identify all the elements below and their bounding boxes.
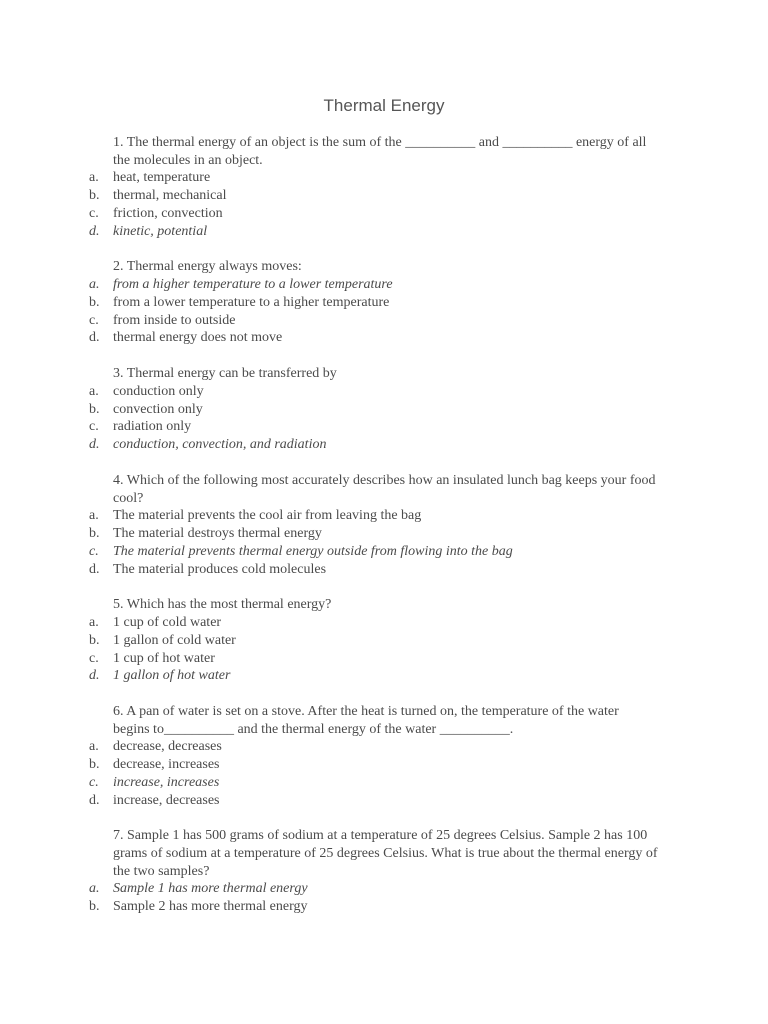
page-title: Thermal Energy: [323, 96, 445, 115]
question-list: [0, 134, 768, 934]
answer-option: [0, 169, 768, 187]
question-text: [113, 365, 658, 383]
question-text: [113, 134, 658, 169]
answer-option: [0, 898, 768, 916]
option-letter: b.: [89, 294, 100, 310]
option-text: radiation only: [113, 419, 192, 435]
option-letter: a.: [89, 508, 99, 524]
answer-option: [0, 561, 768, 579]
option-text: increase, decreases: [113, 792, 220, 808]
option-letter: d.: [89, 561, 100, 577]
option-letter: b.: [89, 899, 100, 915]
option-letter: a.: [89, 739, 99, 755]
question-number: 4.: [113, 472, 124, 488]
question-body: Thermal energy can be transferred by: [126, 366, 337, 382]
answer-option: [0, 187, 768, 205]
option-letter: b.: [89, 632, 100, 648]
answer-option: [0, 667, 768, 685]
option-text: heat, temperature: [113, 170, 211, 186]
option-text: The material produces cold molecules: [113, 561, 327, 577]
question-body: Sample 1 has 500 grams of sodium at a temperature of 25 degrees Celsius. Sample 2 has 100 grams of sodium at a temperature of 25 degrees Celsius. What is true about the thermal energy of the two samples?: [113, 828, 658, 879]
option-letter: c.: [89, 774, 99, 790]
option-letter: d.: [89, 792, 100, 808]
question-number: 6.: [113, 704, 124, 720]
answer-option: [0, 436, 768, 454]
option-text: from a higher temperature to a lower temperature: [113, 276, 393, 292]
answer-option: [0, 205, 768, 223]
answer-option: [0, 383, 768, 401]
answer-option: [0, 418, 768, 436]
answer-option: [0, 650, 768, 668]
answer-options: [0, 383, 768, 454]
option-text: 1 cup of cold water: [113, 614, 222, 630]
option-text: 1 cup of hot water: [113, 650, 215, 666]
question-body: The thermal energy of an object is the sum of the __________ and __________ energy of all the molecules in an object.: [113, 135, 647, 168]
option-text: 1 gallon of cold water: [113, 632, 236, 648]
option-letter: b.: [89, 757, 100, 773]
question-6: [0, 703, 768, 809]
question-text: [113, 258, 658, 276]
question-7: [0, 827, 768, 915]
answer-options: [0, 276, 768, 347]
answer-option: [0, 738, 768, 756]
answer-option: [0, 880, 768, 898]
answer-option: [0, 312, 768, 330]
option-text: convection only: [113, 401, 203, 417]
answer-option: [0, 774, 768, 792]
option-letter: b.: [89, 525, 100, 541]
answer-options: [0, 507, 768, 578]
option-text: Sample 2 has more thermal energy: [113, 899, 308, 915]
option-text: from inside to outside: [113, 312, 236, 328]
question-number: 2.: [113, 259, 124, 275]
option-letter: d.: [89, 437, 100, 453]
answer-option: [0, 525, 768, 543]
option-letter: c.: [89, 650, 99, 666]
answer-options: [0, 169, 768, 240]
option-text: from a lower temperature to a higher temperature: [113, 294, 390, 310]
question-number: 5.: [113, 597, 124, 613]
question-3: [0, 365, 768, 454]
answer-option: [0, 792, 768, 810]
answer-option: [0, 614, 768, 632]
option-letter: d.: [89, 223, 100, 239]
option-letter: a.: [89, 614, 99, 630]
option-text: kinetic, potential: [113, 223, 208, 239]
option-text: friction, convection: [113, 205, 223, 221]
option-text: 1 gallon of hot water: [113, 668, 231, 684]
answer-options: [0, 614, 768, 685]
option-letter: a.: [89, 383, 99, 399]
answer-option: [0, 756, 768, 774]
answer-option: [0, 329, 768, 347]
option-letter: a.: [89, 276, 100, 292]
question-text: [113, 827, 658, 880]
question-text: [113, 472, 658, 507]
option-text: The material prevents the cool air from leaving the bag: [113, 508, 422, 524]
option-letter: c.: [89, 312, 99, 328]
option-letter: d.: [89, 668, 100, 684]
question-1: [0, 134, 768, 240]
answer-options: [0, 880, 768, 916]
option-letter: d.: [89, 330, 100, 346]
question-body: Thermal energy always moves:: [126, 259, 302, 275]
option-text: thermal, mechanical: [113, 187, 227, 203]
option-letter: b.: [89, 187, 100, 203]
answer-option: [0, 401, 768, 419]
option-text: Sample 1 has more thermal energy: [113, 881, 308, 897]
question-4: [0, 472, 768, 578]
option-text: decrease, increases: [113, 757, 220, 773]
option-text: conduction only: [113, 383, 204, 399]
option-text: The material prevents thermal energy outside from flowing into the bag: [113, 543, 513, 559]
question-5: [0, 596, 768, 685]
answer-option: [0, 294, 768, 312]
option-text: The material destroys thermal energy: [113, 525, 322, 541]
answer-option: [0, 632, 768, 650]
question-number: 3.: [113, 366, 124, 382]
question-text: [113, 703, 658, 738]
answer-options: [0, 738, 768, 809]
question-2: [0, 258, 768, 347]
question-text: [113, 596, 658, 614]
option-letter: c.: [89, 543, 99, 559]
answer-option: [0, 507, 768, 525]
option-letter: c.: [89, 205, 99, 221]
question-body: Which has the most thermal energy?: [126, 597, 332, 613]
answer-option: [0, 223, 768, 241]
answer-option: [0, 543, 768, 561]
option-letter: a.: [89, 170, 99, 186]
option-letter: b.: [89, 401, 100, 417]
option-text: conduction, convection, and radiation: [113, 437, 327, 453]
option-letter: c.: [89, 419, 99, 435]
option-text: increase, increases: [113, 774, 220, 790]
option-letter: a.: [89, 881, 100, 897]
question-body: Which of the following most accurately describes how an insulated lunch bag keeps your food cool?: [113, 472, 656, 506]
option-text: thermal energy does not move: [113, 330, 283, 346]
question-number: 7.: [113, 828, 124, 844]
question-body: A pan of water is set on a stove. After the heat is turned on, the temperature of the water begins to__________ and the thermal energy of the water __________.: [113, 704, 619, 737]
answer-option: [0, 276, 768, 294]
question-number: 1.: [113, 135, 124, 150]
option-text: decrease, decreases: [113, 739, 222, 755]
